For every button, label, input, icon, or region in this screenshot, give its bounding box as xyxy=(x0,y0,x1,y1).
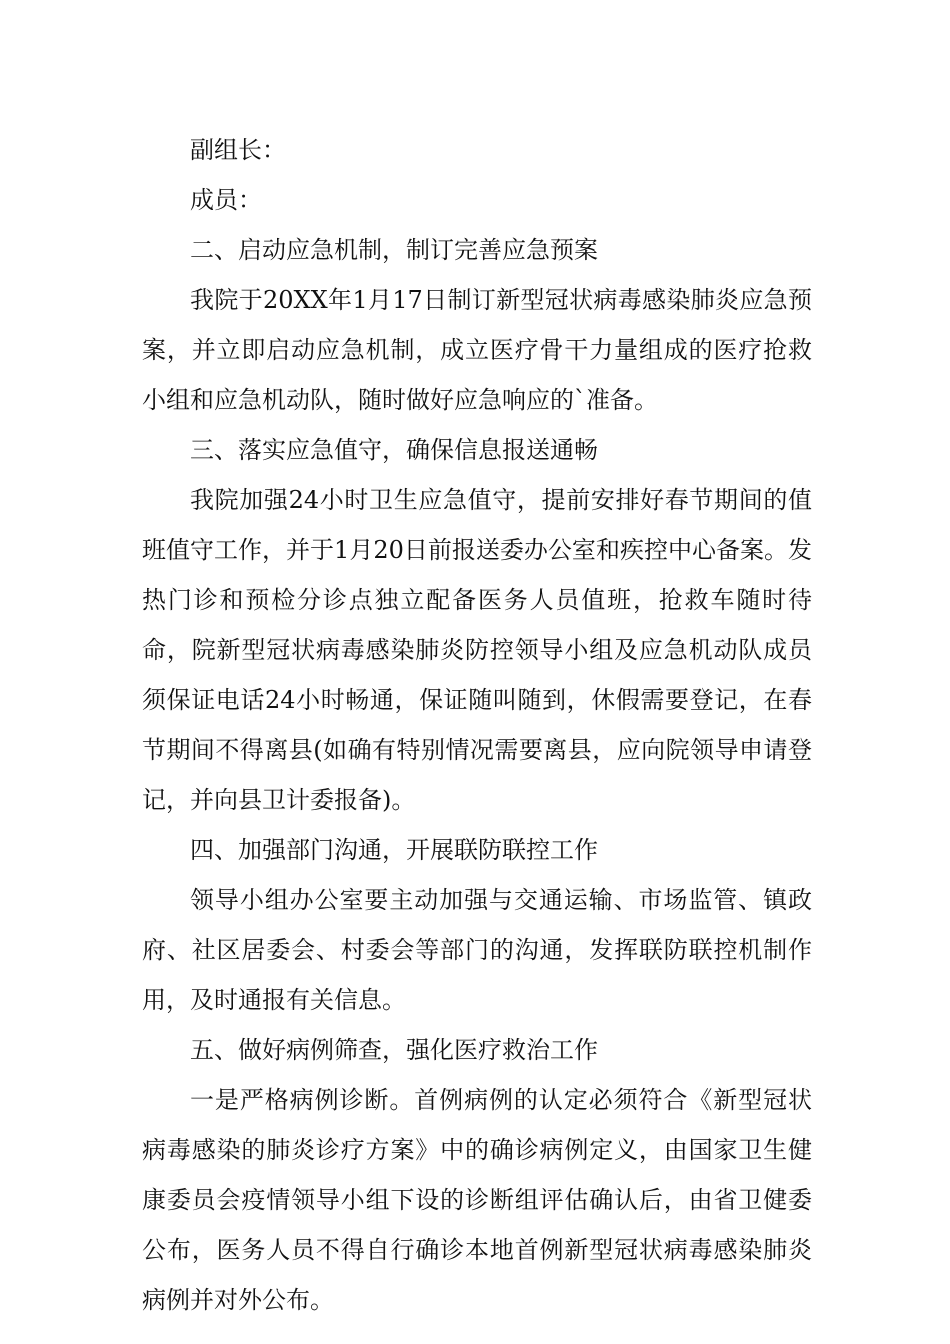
members-line: 成员： xyxy=(190,186,262,214)
deputy-leader-line: 副组长： xyxy=(190,136,286,164)
section-2-paragraph: 我院于20XX年1月17日制订新型冠状病毒感染肺炎应急预案，并立即启动应急机制，成立医疗骨干力量组成的医疗抢救小组和应急机动队，随时做好应急响应的`准备。 xyxy=(142,286,812,414)
section-3-paragraph: 我院加强24小时卫生应急值守，提前安排好春节期间的值班值守工作，并于1月20日前报送委办公室和疾控中心备案。发热门诊和预检分诊点独立配备医务人员值班，抢救车随时待命，院新型冠状病毒感染肺炎防控领导小组及应急机动队成员须保证电话24小时畅通，保证随叫随到，休假需要登记，在春节期间不得离县(如确有特别情况需要离县，应向院领导申请登记，并向县卫计委报备)。 xyxy=(142,486,812,814)
section-heading-3: 三、落实应急值守，确保信息报送通畅 xyxy=(190,436,598,464)
section-4-paragraph: 领导小组办公室要主动加强与交通运输、市场监管、镇政府、社区居委会、村委会等部门的沟通，发挥联防联控机制作用，及时通报有关信息。 xyxy=(142,886,812,1014)
document-body xyxy=(142,125,812,1325)
section-heading-4: 四、加强部门沟通，开展联防联控工作 xyxy=(190,836,598,864)
section-heading-2: 二、启动应急机制，制订完善应急预案 xyxy=(190,236,598,264)
section-heading-5: 五、做好病例筛查，强化医疗救治工作 xyxy=(190,1036,598,1064)
section-5-paragraph: 一是严格病例诊断。首例病例的认定必须符合《新型冠状病毒感染的肺炎诊疗方案》中的确诊病例定义，由国家卫生健康委员会疫情领导小组下设的诊断组评估确认后，由省卫健委公布，医务人员不得自行确诊本地首例新型冠状病毒感染肺炎病例并对外公布。 xyxy=(142,1086,812,1314)
